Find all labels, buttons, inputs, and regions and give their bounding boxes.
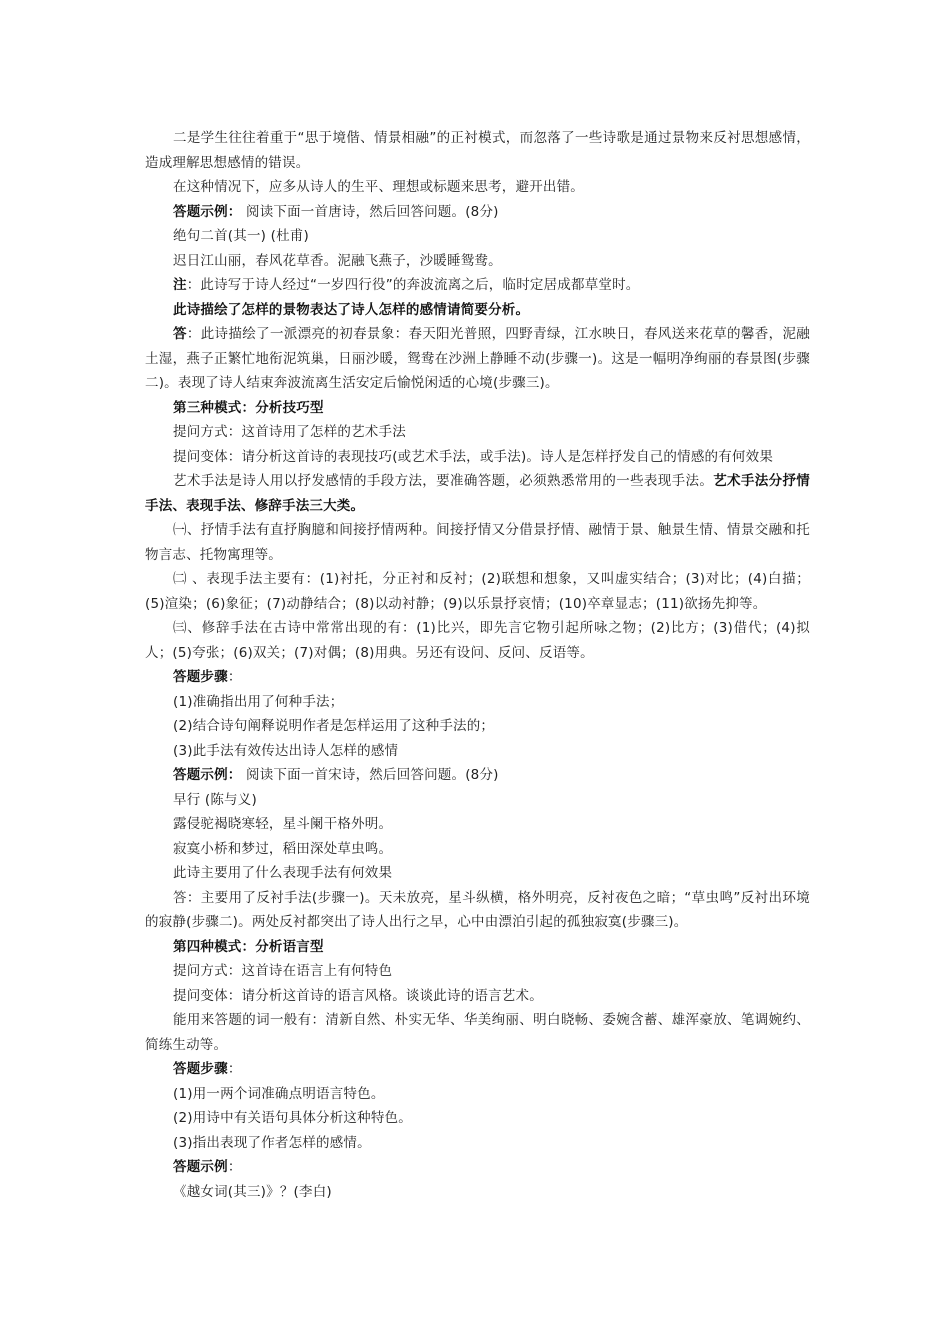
paragraph bbox=[145, 200, 810, 225]
paragraph-label: 答题步骤 bbox=[173, 1061, 228, 1077]
paragraph-text: 阅读下面一首宋诗，然后回答问题。(8分) bbox=[241, 767, 499, 783]
paragraph bbox=[145, 1155, 810, 1180]
paragraph bbox=[145, 273, 810, 298]
paragraph bbox=[145, 616, 810, 665]
paragraph bbox=[145, 935, 810, 960]
paragraph bbox=[145, 739, 810, 764]
paragraph bbox=[145, 518, 810, 567]
paragraph-label: 答 bbox=[173, 326, 187, 342]
paragraph bbox=[145, 1057, 810, 1082]
paragraph-label: 此诗描绘了怎样的景物表达了诗人怎样的感情请简要分析。 bbox=[173, 301, 530, 318]
paragraph-text: 提问变体：请分析这首诗的语言风格。谈谈此诗的语言艺术。 bbox=[173, 987, 543, 1004]
paragraph-text: (2)用诗中有关语句具体分析这种特色。 bbox=[173, 1110, 412, 1126]
paragraph-text: (3)此手法有效传达出诗人怎样的感情 bbox=[173, 742, 399, 759]
paragraph-text: 寂寞小桥和梦过，稻田深处草虫鸣。 bbox=[173, 840, 393, 857]
paragraph bbox=[145, 175, 810, 200]
paragraph-text: 此诗主要用了什么表现手法有何效果 bbox=[173, 865, 393, 881]
paragraph-label: 注 bbox=[173, 277, 187, 293]
paragraph bbox=[145, 1082, 810, 1107]
paragraph bbox=[145, 1106, 810, 1131]
paragraph bbox=[145, 249, 810, 274]
paragraph-text: 露侵驼褐晓寒轻，星斗阑干格外明。 bbox=[173, 816, 393, 832]
paragraph-text: 阅读下面一首唐诗，然后回答问题。(8分) bbox=[241, 203, 499, 220]
paragraph bbox=[145, 469, 810, 518]
paragraph-text: ㈠、抒情手法有直抒胸臆和间接抒情两种。间接抒情又分借景抒情、融情于景、触景生情、情景交融和托物言志、托物寓理等。 bbox=[145, 522, 810, 563]
paragraph bbox=[145, 1131, 810, 1156]
paragraph bbox=[145, 714, 810, 739]
paragraph-text: ： bbox=[227, 1061, 242, 1077]
paragraph-label: 第三种模式：分析技巧型 bbox=[173, 399, 324, 416]
paragraph-text: (1)准确指出用了何种手法； bbox=[173, 693, 344, 710]
paragraph-label: 答题示例 bbox=[173, 1159, 228, 1175]
paragraph-highlight: 艺术手法分抒情手法、表现手法、修辞手法三大类。 bbox=[145, 473, 810, 514]
paragraph bbox=[145, 788, 810, 813]
paragraph-text: (3)指出表现了作者怎样的感情。 bbox=[173, 1134, 371, 1151]
paragraph-text: 艺术手法是诗人用以抒发感情的手段方法，要准确答题，必须熟悉常用的一些表现手法。 bbox=[173, 473, 714, 489]
paragraph-text: ： bbox=[227, 669, 242, 685]
paragraph bbox=[145, 322, 810, 396]
paragraph bbox=[145, 567, 810, 616]
paragraph bbox=[145, 224, 810, 249]
paragraph bbox=[145, 1180, 810, 1205]
paragraph bbox=[145, 861, 810, 886]
paragraph bbox=[145, 420, 810, 445]
paragraph-text: ：此诗描绘了一派漂亮的初春景象：春天阳光普照，四野青绿，江水映日，春风送来花草的馨香，泥融土湿，燕子正繁忙地衔泥筑巢，日丽沙暖，鸳鸯在沙洲上静睡不动(步骤一)。这是一幅明净绚丽的春景图(步骤二)。表现了诗人结束奔波流离生活安定后愉悦闲适的心境(步骤三)。 bbox=[145, 326, 811, 391]
paragraph bbox=[145, 812, 810, 837]
paragraph-label: 答题示例： bbox=[173, 767, 242, 783]
paragraph-text: 答：主要用了反衬手法(步骤一)。天未放亮，星斗纵横，格外明亮，反衬夜色之暗；“草虫鸣”反衬出环境的寂静(步骤二)。两处反衬都突出了诗人出行之早，心中由漂泊引起的孤独寂寞(步骤三)。 bbox=[145, 889, 810, 930]
paragraph bbox=[145, 886, 810, 935]
paragraph bbox=[145, 298, 810, 323]
paragraph-text: 能用来答题的词一般有：清新自然、朴实无华、华美绚丽、明白晓畅、委婉含蓄、雄浑豪放、笔调婉约、简练生动等。 bbox=[145, 1012, 810, 1053]
paragraph bbox=[145, 126, 810, 175]
paragraph bbox=[145, 445, 810, 470]
paragraph bbox=[145, 959, 810, 984]
paragraph bbox=[145, 763, 810, 788]
paragraph bbox=[145, 984, 810, 1009]
paragraph-text: 提问变体：请分析这首诗的表现技巧(或艺术手法，或手法)。诗人是怎样抒发自己的情感的有何效果 bbox=[173, 448, 774, 465]
paragraph-text: 在这种情况下，应多从诗人的生平、理想或标题来思考，避开出错。 bbox=[173, 179, 584, 195]
paragraph-text: 二是学生往往着重于“思于境偕、情景相融”的正衬模式，而忽落了一些诗歌是通过景物来反衬思想感情，造成理解思想感情的错误。 bbox=[145, 130, 810, 171]
paragraph-text: ：此诗写于诗人经过“一岁四行役”的奔波流离之后，临时定居成都草堂时。 bbox=[186, 277, 640, 293]
paragraph-text: 提问方式：这首诗用了怎样的艺术手法 bbox=[173, 424, 406, 440]
paragraph-text: (1)用一两个词准确点明语言特色。 bbox=[173, 1085, 385, 1102]
paragraph bbox=[145, 396, 810, 421]
paragraph-text: 迟日江山丽，春风花草香。泥融飞燕子，沙暖睡鸳鸯。 bbox=[173, 252, 502, 269]
paragraph bbox=[145, 1008, 810, 1057]
paragraph bbox=[145, 665, 810, 690]
paragraph-text: 绝句二首(其一) (杜甫) bbox=[173, 228, 309, 244]
paragraph-text: 《越女词(其三)》？(李白) bbox=[173, 1183, 332, 1200]
paragraph bbox=[145, 837, 810, 862]
paragraph-text: 提问方式：这首诗在语言上有何特色 bbox=[173, 963, 393, 979]
paragraph-label: 答题示例： bbox=[173, 203, 242, 220]
paragraph-text: ㈢、修辞手法在古诗中常常出现的有：(1)比兴，即先言它物引起所咏之物；(2)比方；(3)借代；(4)拟人；(5)夸张；(6)双关；(7)对偶；(8)用典。另还有设问、反问、反语等。 bbox=[145, 620, 810, 661]
paragraph-label: 答题步骤 bbox=[173, 669, 228, 685]
document-body bbox=[145, 126, 810, 1204]
paragraph-text: 早行 (陈与义) bbox=[173, 791, 257, 808]
paragraph bbox=[145, 690, 810, 715]
paragraph-text: (2)结合诗句阐释说明作者是怎样运用了这种手法的； bbox=[173, 718, 495, 734]
paragraph-label: 第四种模式：分析语言型 bbox=[173, 938, 324, 955]
paragraph-text: ： bbox=[227, 1159, 242, 1175]
paragraph-text: ㈡ 、表现手法主要有：(1)衬托，分正衬和反衬；(2)联想和想象，又叫虚实结合；(3)对比；(4)白描；(5)渲染；(6)象征；(7)动静结合；(8)以动衬静；(9)以乐景抒哀情；(10)卒章显志；(11)欲扬先抑等。 bbox=[145, 571, 810, 612]
